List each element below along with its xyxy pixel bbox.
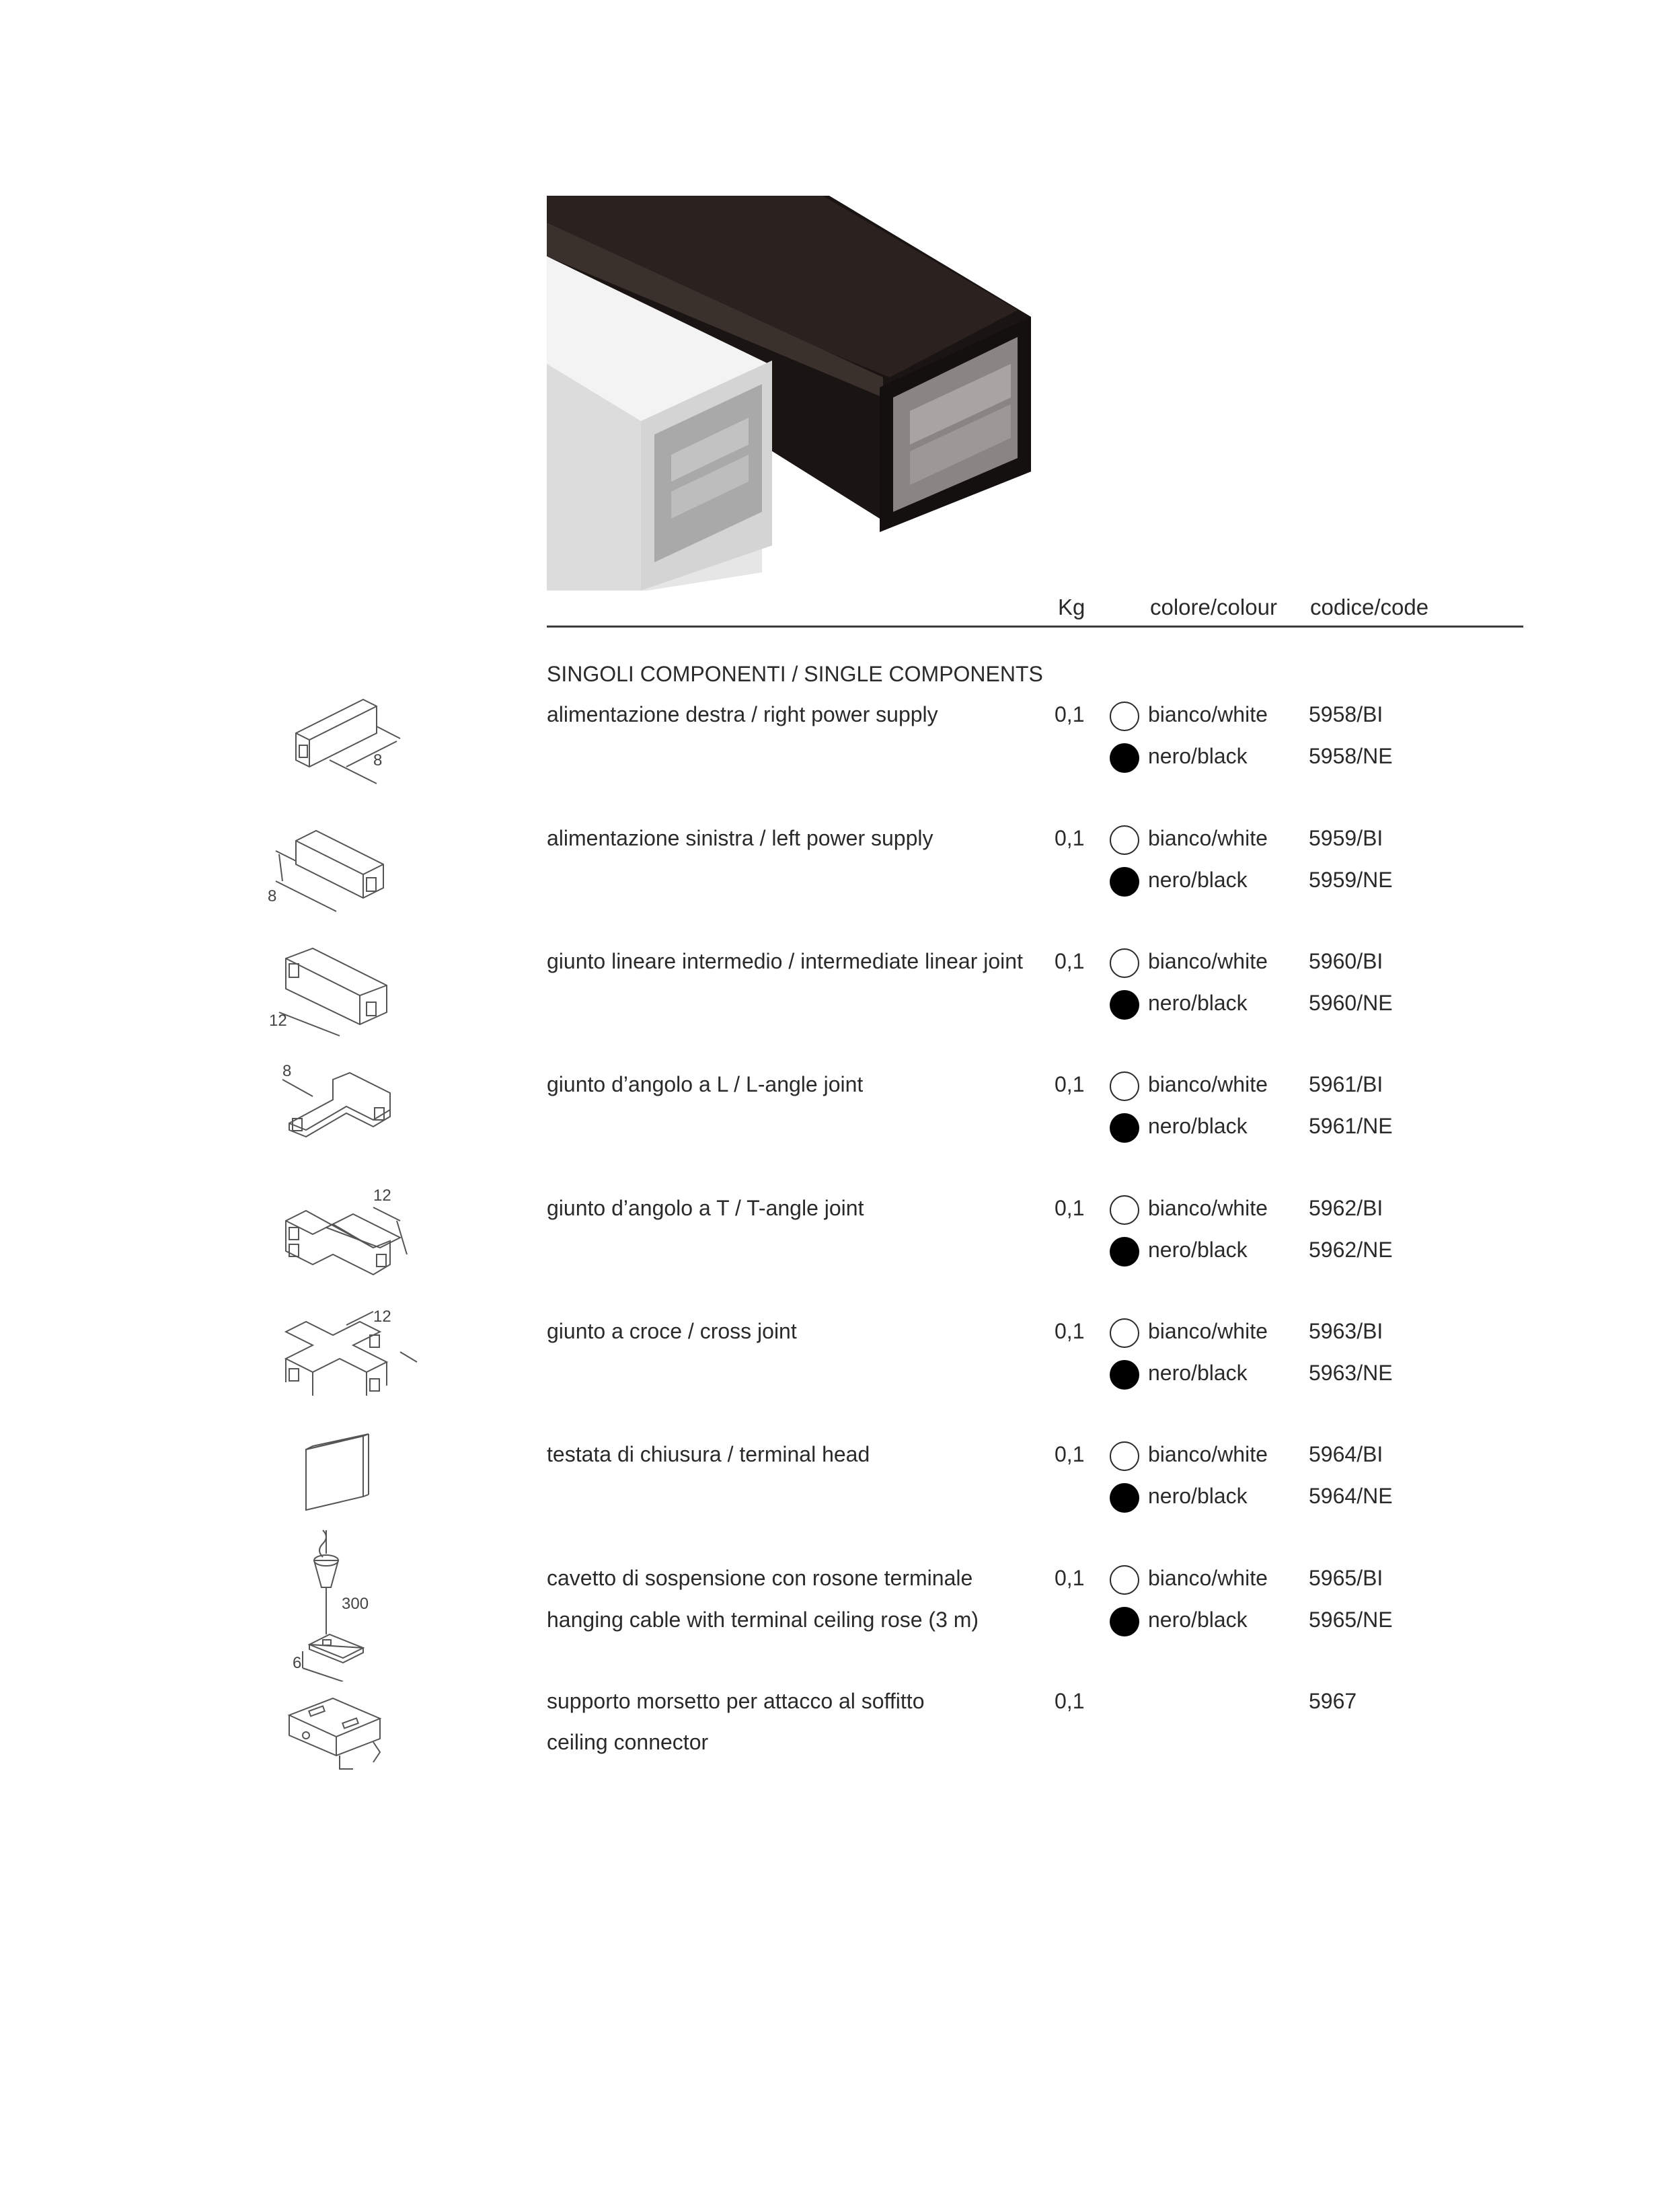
item-kg: 0,1: [1055, 1196, 1085, 1220]
item-code-white: 5964/BI: [1309, 1442, 1383, 1466]
item-code-black: 5958/NE: [1309, 744, 1393, 768]
item-kg: 0,1: [1055, 1072, 1085, 1096]
t-angle-joint-drawing: [272, 1180, 420, 1281]
dimension-label: 12: [373, 1308, 391, 1326]
item-code-white: 5958/BI: [1309, 702, 1383, 726]
black-colour-swatch: [1110, 1483, 1139, 1513]
item-code: 5967: [1309, 1689, 1357, 1713]
item-code-black: 5963/NE: [1309, 1361, 1393, 1385]
section-title: SINGOLI COMPONENTI / SINGLE COMPONENTS: [547, 662, 1043, 686]
item-name: giunto d’angolo a L / L-angle joint: [547, 1072, 864, 1096]
dimension-label: 8: [282, 1062, 292, 1080]
white-colour-swatch: [1110, 702, 1139, 731]
cross-joint-drawing: [272, 1305, 427, 1406]
left-power-supply-drawing: [262, 814, 397, 915]
item-code-white: 5959/BI: [1309, 826, 1383, 850]
terminal-head-drawing: [296, 1426, 390, 1513]
white-colour-swatch: [1110, 1441, 1139, 1471]
colour-white-label: bianco/white: [1148, 1319, 1268, 1343]
dimension-label: 8: [373, 751, 383, 769]
colour-black-label: nero/black: [1148, 868, 1248, 892]
black-colour-swatch: [1110, 990, 1139, 1020]
item-kg: 0,1: [1055, 1442, 1085, 1466]
header-rule: [547, 626, 1523, 628]
white-colour-swatch: [1110, 948, 1139, 978]
dimension-label: 12: [373, 1186, 391, 1205]
ceiling-connector-drawing: [279, 1688, 393, 1776]
black-colour-swatch: [1110, 1113, 1139, 1143]
linear-joint-drawing: [266, 938, 400, 1039]
item-name: giunto lineare intermedio / intermediate linear joint: [547, 949, 1023, 973]
item-kg: 0,1: [1055, 1566, 1085, 1590]
colour-white-label: bianco/white: [1148, 949, 1268, 973]
item-name-secondary: ceiling connector: [547, 1730, 709, 1754]
colour-white-label: bianco/white: [1148, 826, 1268, 850]
black-colour-swatch: [1110, 1360, 1139, 1390]
item-kg: 0,1: [1055, 826, 1085, 850]
header-code: codice/code: [1310, 595, 1429, 619]
colour-white-label: bianco/white: [1148, 1442, 1268, 1466]
item-kg: 0,1: [1055, 702, 1085, 726]
black-colour-swatch: [1110, 867, 1139, 897]
item-name: giunto a croce / cross joint: [547, 1319, 797, 1343]
item-name: giunto d’angolo a T / T-angle joint: [547, 1196, 864, 1220]
header-colour: colore/colour: [1150, 595, 1277, 619]
colour-black-label: nero/black: [1148, 991, 1248, 1015]
colour-white-label: bianco/white: [1148, 1566, 1268, 1590]
item-kg: 0,1: [1055, 1689, 1085, 1713]
white-colour-swatch: [1110, 825, 1139, 855]
track-product-photo: [547, 196, 1032, 591]
item-name: testata di chiusura / terminal head: [547, 1442, 870, 1466]
colour-black-label: nero/black: [1148, 1484, 1248, 1508]
item-code-black: 5964/NE: [1309, 1484, 1393, 1508]
item-name: cavetto di sospensione con rosone terminale: [547, 1566, 973, 1590]
white-colour-swatch: [1110, 1565, 1139, 1595]
item-code-black: 5965/NE: [1309, 1608, 1393, 1632]
l-angle-joint-drawing: [272, 1059, 407, 1160]
white-colour-swatch: [1110, 1195, 1139, 1225]
item-kg: 0,1: [1055, 1319, 1085, 1343]
colour-black-label: nero/black: [1148, 1608, 1248, 1632]
dimension-label: 12: [269, 1012, 287, 1030]
item-name: supporto morsetto per attacco al soffitto: [547, 1689, 925, 1713]
colour-black-label: nero/black: [1148, 1114, 1248, 1138]
header-kg: Kg: [1058, 595, 1085, 619]
colour-white-label: bianco/white: [1148, 1196, 1268, 1220]
black-colour-swatch: [1110, 1607, 1139, 1636]
item-code-white: 5965/BI: [1309, 1566, 1383, 1590]
item-code-white: 5963/BI: [1309, 1319, 1383, 1343]
item-name: alimentazione sinistra / left power supply: [547, 826, 933, 850]
black-colour-swatch: [1110, 743, 1139, 773]
colour-black-label: nero/black: [1148, 744, 1248, 768]
item-name: alimentazione destra / right power supply: [547, 702, 938, 726]
item-kg: 0,1: [1055, 949, 1085, 973]
colour-white-label: bianco/white: [1148, 1072, 1268, 1096]
item-code-black: 5961/NE: [1309, 1114, 1393, 1138]
white-colour-swatch: [1110, 1318, 1139, 1348]
dimension-label: 8: [268, 887, 277, 905]
dimension-label: 300: [342, 1595, 369, 1613]
right-power-supply-drawing: [282, 686, 417, 787]
colour-black-label: nero/black: [1148, 1361, 1248, 1385]
item-code-black: 5959/NE: [1309, 868, 1393, 892]
hanging-cable-drawing: [282, 1527, 390, 1682]
dimension-label: 6: [293, 1654, 302, 1672]
colour-black-label: nero/black: [1148, 1238, 1248, 1262]
item-code-white: 5962/BI: [1309, 1196, 1383, 1220]
item-code-white: 5960/BI: [1309, 949, 1383, 973]
black-colour-swatch: [1110, 1237, 1139, 1267]
colour-white-label: bianco/white: [1148, 702, 1268, 726]
item-code-black: 5962/NE: [1309, 1238, 1393, 1262]
item-code-white: 5961/BI: [1309, 1072, 1383, 1096]
item-code-black: 5960/NE: [1309, 991, 1393, 1015]
white-colour-swatch: [1110, 1071, 1139, 1101]
item-name-secondary: hanging cable with terminal ceiling rose (3 m): [547, 1608, 979, 1632]
